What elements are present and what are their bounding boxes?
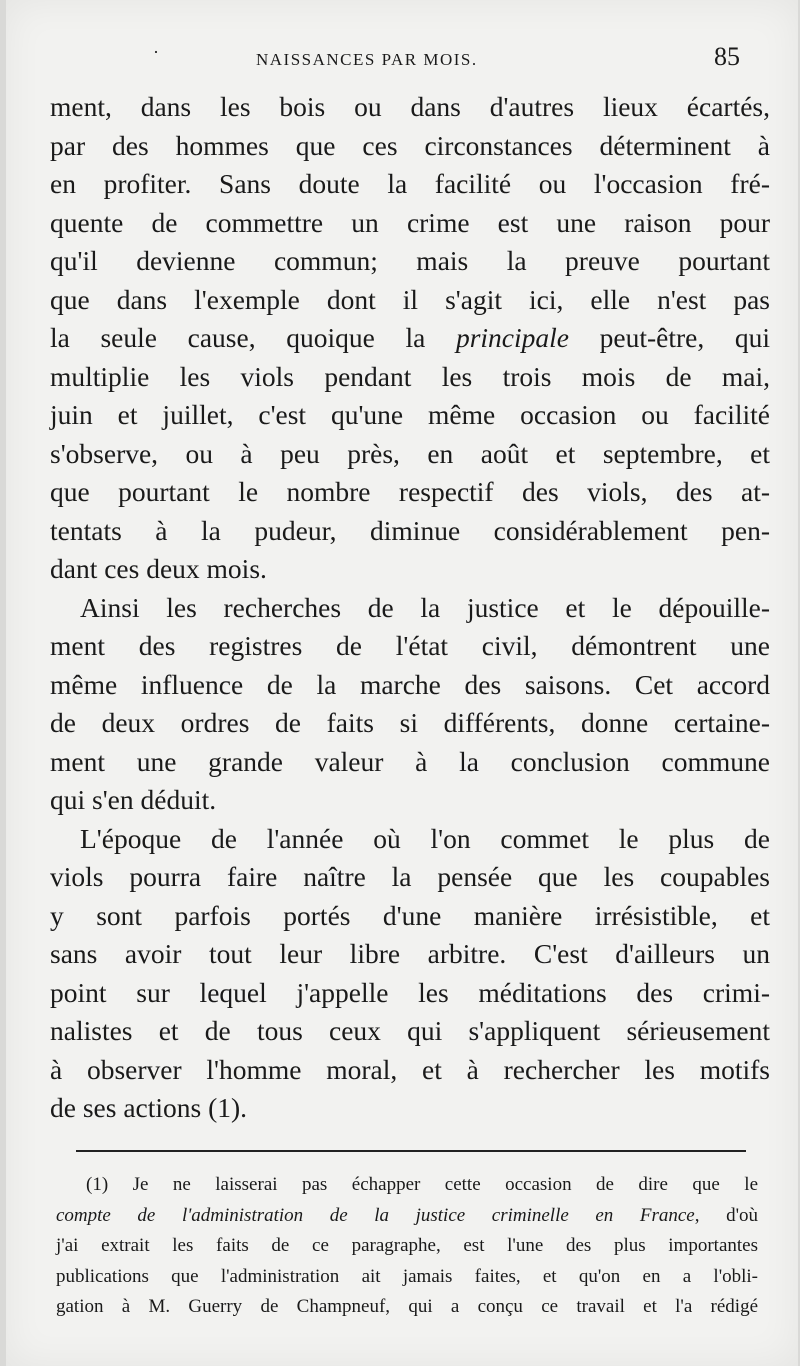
text-line: par des hommes que ces circonstances déterminent à [50,129,770,161]
text-line: nalistes et de tous ceux qui s'appliquent sérieusement [50,1015,770,1046]
text-line: point sur lequel j'appelle les méditations des crimi- [50,976,770,1008]
main-text [50,88,770,1128]
text-line: qu'il devienne commun; mais la preuve pourtant [50,245,770,276]
text-line: juin et juillet, c'est qu'une même occasion ou facilité [50,399,770,430]
header-mark: · [153,42,159,62]
running-header [6,40,798,80]
text-line: sans avoir tout leur libre arbitre. C'est d'ailleurs un [50,938,770,969]
text-line: multiplie les viols pendant les trois mois de mai, [50,360,770,392]
text-line: s'observe, ou à peu près, en août et septembre, et [50,437,770,469]
text-line: y sont parfois portés d'une manière irrésistible, et [50,899,770,931]
footnote-line: j'ai extrait les faits de ce paragraphe, est l'une des plus importantes [56,1235,758,1256]
emphasis-principale: principale [455,322,569,353]
text-line: ment des registres de l'état civil, démontrent une [50,630,770,661]
text-line: que dans l'exemple dont il s'agit ici, elle n'est pas [50,283,770,315]
text-line: de deux ordres de faits si différents, donne certaine- [50,707,770,738]
text-line: qui s'en déduit. [50,784,217,815]
paragraph-start-line: Ainsi les recherches de la justice et le dépouille- [80,591,770,623]
footnote [56,1170,758,1323]
footnote-line: publications que l'administration ait jamais faites, et qu'on en a l'obli- [56,1265,758,1287]
footnote-line: gation à M. Guerry de Champneuf, qui a conçu ce travail et l'a rédigé [56,1296,758,1317]
text-fragment: peut-être, qui [568,322,770,353]
text-line: tentats à la pudeur, diminue considérablement pen- [50,514,770,546]
text-line: quente de commettre un crime est une raison pour [50,206,770,238]
footnote-divider [76,1150,746,1152]
paragraph-start-line: L'époque de l'année où l'on commet le plus de [80,822,770,854]
text-line: que pourtant le nombre respectif des viols, des at- [50,476,770,507]
text-line [50,319,770,358]
running-title: NAISSANCES PAR MOIS. [256,50,478,69]
footnote-line [56,1201,758,1232]
text-line: de ses actions (1). [50,1092,248,1123]
text-line: viols pourra faire naître la pensée que les coupables [50,861,770,892]
text-line: en profiter. Sans doute la facilité ou l'occasion fré- [50,168,770,199]
text-line: dant ces deux mois. [50,553,267,584]
text-line: à observer l'homme moral, et à rechercher les motifs [50,1053,770,1085]
text-line: ment une grande valeur à la conclusion commune [50,745,770,777]
footnote-line: (1) Je ne laisserai pas échapper cette occasion de dire que le [86,1174,758,1195]
footnote-title: compte de l'administration de la justice criminelle en France [56,1204,695,1226]
text-fragment: la seule cause, quoique la [50,322,456,353]
book-page [6,0,798,1366]
page-number: 85 [714,42,740,71]
text-fragment: , d'où [694,1204,758,1226]
text-line: même influence de la marche des saisons. Cet accord [50,668,770,700]
text-line: ment, dans les bois ou dans d'autres lieux écartés, [50,91,770,122]
